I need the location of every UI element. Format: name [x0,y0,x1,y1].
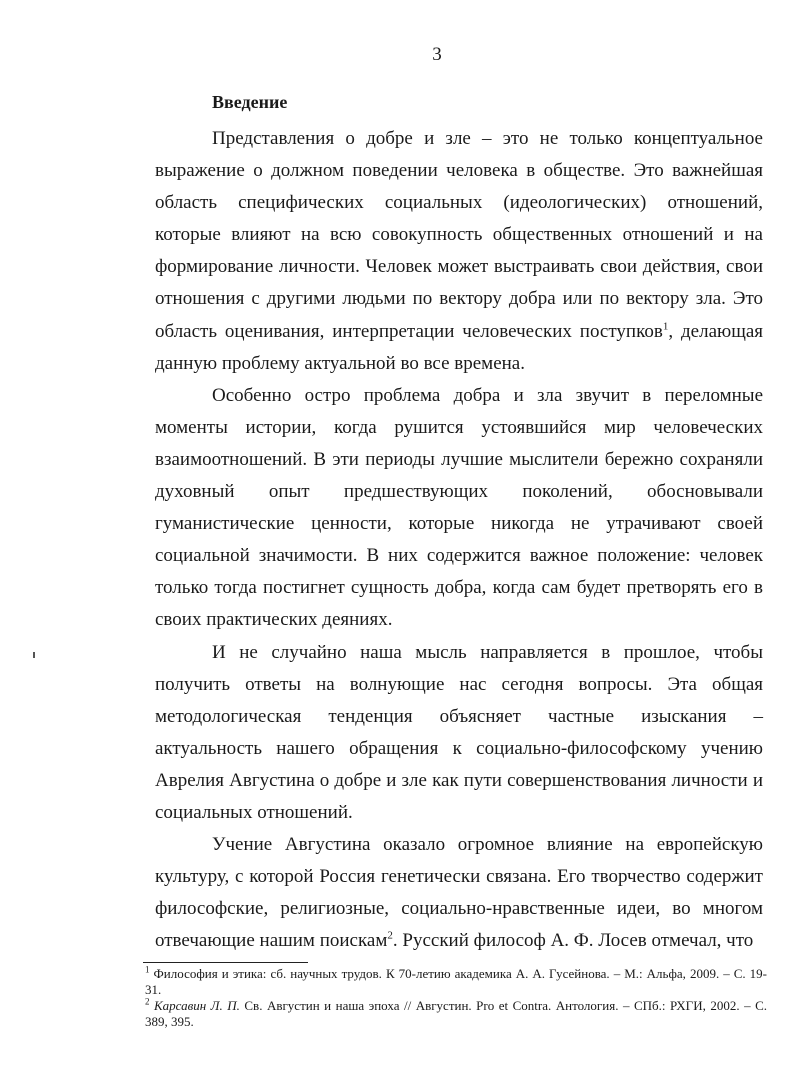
footnote-ref-2[interactable]: 2 [387,930,393,943]
footnotes [145,966,767,1030]
footnote-2: $^2$ Карсавин Л. П. Св. Августин и наша эпоха // Августин. Pro et Contra. Антология. – СПб.: РХГИ, 2002. – С. 389, 395. [145,996,768,1029]
footnote-1: $^1$ Философия и этика: сб. научных трудов. К 70-летию академика А. А. Гусейнова. – М.: Альфа, 2009. – С. 19-31. [145,964,768,997]
page-number: 3 [432,44,442,65]
footnote-ref-1[interactable]: 1 [662,320,669,333]
footnote-mark: 1 [145,964,150,975]
section-heading: Введение [212,92,288,112]
footnote-mark: 2 [145,996,150,1007]
scan-artifact [33,652,35,658]
paragraph-3: И не случайно наша мысль направляется в прошлое, чтобы получить ответы на волнующие нас сегодня вопросы. Эта общая методологическая тенденция объясняет частные изыскания – актуальность нашего обращения к социально-философскому учению Аврелия Августина о добре и зле как пути совершенствования личности и социальных отношений. [155,641,763,823]
main-text [155,123,763,957]
paragraph-1: Представления о добре и зле – это не только концептуальное выражение о должном поведении человека в обществе. Это важнейшая область специфических социальных (идеологических) отношений, которые влияют на всю совокупность общественных отношений и на формирование личности. Человек может выстраивать свои действия, свои отношения с другими людьми по вектору добра или по вектору зла. Это область оценивания, интерпретации человеческих поступков$^1$, делающая данную проблему актуальной во все времена. [155,128,763,374]
footnote-divider [143,962,308,963]
paragraph-2: Особенно остро проблема добра и зла звучит в переломные моменты истории, когда рушится устоявшийся мир человеческих взаимоотношений. В эти периоды лучшие мыслители бережно сохраняли духовный опыт предшествующих поколений, обосновывали гуманистические ценности, которые никогда не утрачивают своей социальной значимости. В них содержится важное положение: человек только тогда постигнет сущность добра, когда сам будет претворять его в своих практических деяниях. [155,384,763,631]
paragraph-4: Учение Августина оказало огромное влияние на европейскую культуру, с которой Россия генетически связана. Его творчество содержит философские, религиозные, социально-нравственные идеи, во многом отвечающие нашим поискам$^2$. Русский философ А. Ф. Лосев отмечал, что [155,834,763,952]
footnote-author: Карсавин Л. П. [154,998,240,1013]
